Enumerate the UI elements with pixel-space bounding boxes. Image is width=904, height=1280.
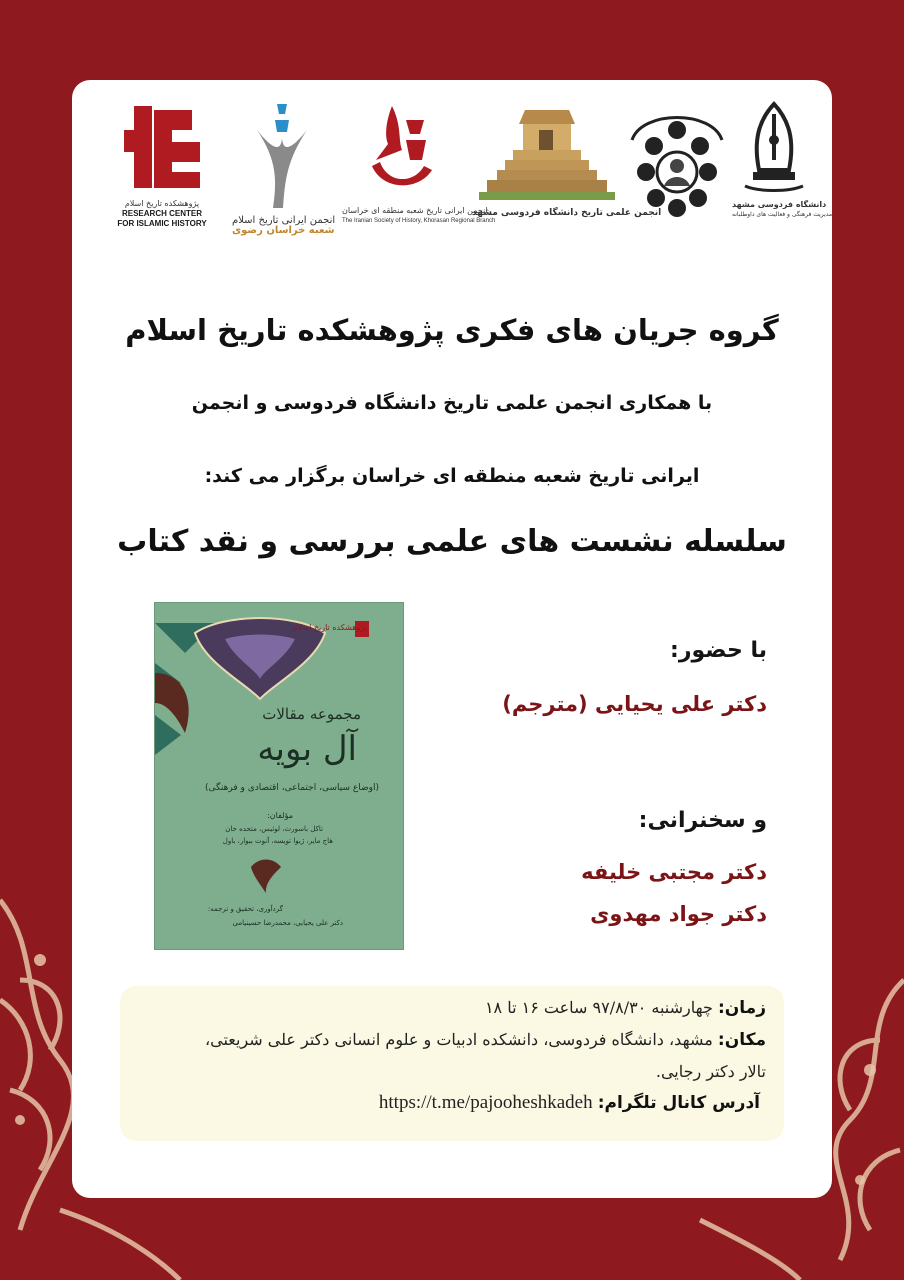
khorasan-razavi-logo <box>232 100 336 236</box>
khorasan-razavi-fa: انجمن ایرانی تاریخ اسلام <box>232 215 336 226</box>
place-label: مکان: <box>717 1030 766 1050</box>
place-value-1: مشهد، دانشگاه فردوسی، دانشکده ادبیات و علوم انسانی دکتر علی شریعتی، <box>204 1030 713 1049</box>
collaboration-line-2: ایرانی تاریخ شعبه منطقه ای خراسان برگزار می کند: <box>204 465 700 487</box>
poster-card <box>72 80 832 1198</box>
book-cover <box>154 602 404 950</box>
research-center-logo <box>102 100 222 229</box>
telegram-line <box>379 1092 760 1114</box>
ferdowsi-university-fa: دانشگاه فردوسی مشهد <box>732 200 827 209</box>
ferdowsi-university-logo <box>732 100 832 220</box>
time-line <box>485 998 766 1018</box>
telegram-link[interactable]: https://t.me/pajooheshkadeh <box>378 1092 593 1113</box>
time-value: چهارشنبه ۹۷/۸/۳۰ ساعت ۱۶ تا ۱۸ <box>484 998 713 1017</box>
book-translation-label: گردآوری، تحقیق و ترجمه: <box>207 905 283 913</box>
student-association-logo <box>622 100 732 224</box>
research-center-fa: پژوهشکده تاریخ اسلام <box>124 199 200 208</box>
research-center-en1: RESEARCH CENTER <box>121 209 202 218</box>
presence-name: دکتر علی یحیایی (مترجم) <box>502 692 767 716</box>
logo-row <box>92 100 832 240</box>
speakers-label: و سخنرانی: <box>638 808 767 833</box>
book-translators: دکتر علی یحیایی، محمدرضا حسینیامی <box>232 919 343 927</box>
collaboration-line-1: با همکاری انجمن علمی تاریخ دانشگاه فردوسی و انجمن <box>191 392 713 414</box>
book-authors-label: مؤلفان: <box>267 811 293 820</box>
speaker-name-1: دکتر مجتبی خلیفه <box>581 860 767 884</box>
research-center-en2: FOR ISLAMIC HISTORY <box>117 219 207 228</box>
cyrus-tomb-logo <box>472 100 662 218</box>
place-line <box>205 1030 766 1050</box>
pen-nib-icon <box>739 100 809 196</box>
book-publisher: پژوهشکده تاریخ اسلام <box>292 623 367 632</box>
book-title: آل بویه <box>257 729 357 769</box>
cyrus-tomb-fa: انجمن علمی تاریخ دانشگاه فردوسی مشهد <box>472 208 662 218</box>
iranian-society-en: The Iranian Society of History, Khorasan Regional Branch <box>342 218 496 224</box>
book-subtitle: (اوضاع سیاسی، اجتماعی، اقتصادی و فرهنگی) <box>204 783 379 793</box>
iranian-society-logo <box>342 100 496 226</box>
book-ornament <box>155 603 403 949</box>
pen-figure-icon <box>247 100 317 212</box>
research-center-emblem-icon <box>114 100 210 195</box>
event-info-box <box>120 986 784 1141</box>
telegram-label: آدرس کانال تلگرام: <box>597 1093 760 1113</box>
speaker-name-2: دکتر جواد مهدوی <box>590 902 767 926</box>
iranian-society-fa: انجمن ایرانی تاریخ شعبه منطقه ای خراسان <box>342 206 488 215</box>
place-value-2: تالار دکتر رجایی. <box>655 1062 766 1081</box>
time-label: زمان: <box>717 998 766 1018</box>
society-emblem-icon <box>362 100 442 202</box>
ferdowsi-university-sub: مدیریت فرهنگی و فعالیت های داوطلبانه <box>732 211 832 218</box>
tomb-of-cyrus-icon <box>479 100 615 204</box>
book-authors-2: هاج مایر، ژیوا تویسه، آنوت ببوار، باول <box>222 837 333 845</box>
presence-label: با حضور: <box>670 638 767 663</box>
floral-emblem-icon <box>622 100 732 220</box>
main-heading: گروه جریان های فکری پژوهشکده تاریخ اسلام <box>125 313 779 347</box>
book-series: مجموعه مقالات <box>262 705 361 723</box>
khorasan-razavi-sub: شعبه خراسان رضوی <box>232 225 335 236</box>
book-authors-1: تاکل باسورث، لوئیس، متحده خان <box>225 825 323 833</box>
series-title: سلسله نشست های علمی بررسی و نقد کتاب <box>117 524 787 559</box>
